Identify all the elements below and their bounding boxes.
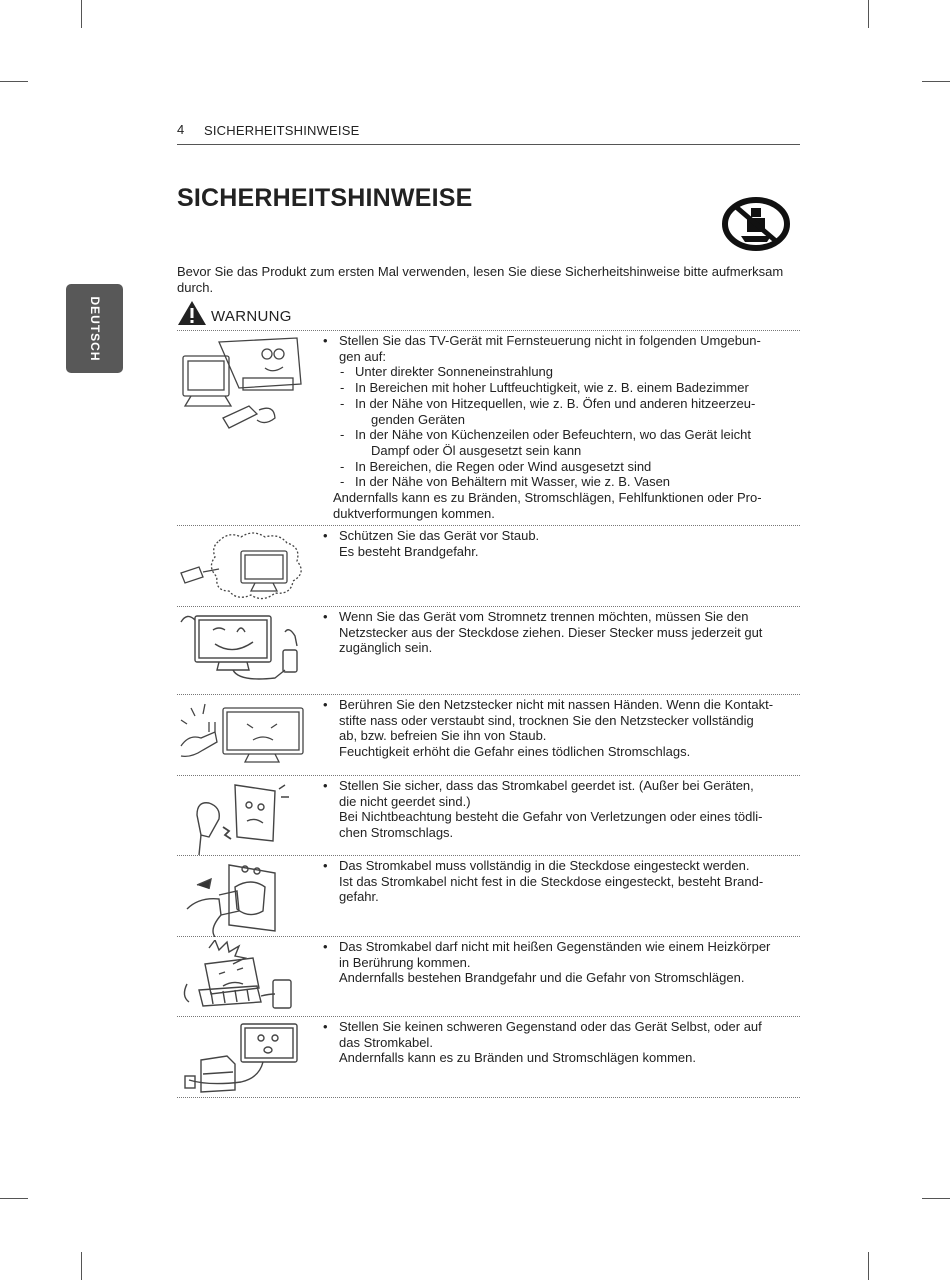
text-line: gen auf: — [339, 348, 386, 364]
bullet-point — [323, 858, 775, 905]
text-line: • Stellen Sie sicher, dass das Stromkabel geerdet ist. (Außer bei Geräten, — [339, 778, 754, 793]
sub-item — [339, 364, 775, 380]
text-line: Andernfalls kann es zu Bränden und Stromschlägen kommen. — [339, 1050, 696, 1066]
page-title: SICHERHEITSHINWEISE — [177, 184, 473, 212]
dust-illustration — [179, 529, 307, 603]
text-line: Bei Nichtbeachtung besteht die Gefahr von Verletzungen oder eines tödli- — [339, 809, 763, 825]
text-line: • Berühren Sie den Netzstecker nicht mit nassen Händen. Wenn die Kontakt- — [339, 697, 774, 712]
sub-item — [339, 396, 775, 427]
crop-mark — [81, 0, 82, 28]
section-end-divider — [177, 1097, 800, 1098]
safety-item-text — [323, 1019, 775, 1066]
safety-item — [177, 936, 800, 1017]
bullet-point — [323, 528, 775, 559]
text-line: • Wenn Sie das Gerät vom Stromnetz trennen möchten, müssen Sie den — [339, 609, 749, 624]
text-line: Unter direkter Sonneneinstrahlung — [355, 364, 554, 380]
text-line: ab, bzw. befreien Sie ihn von Staub. — [339, 728, 547, 744]
sub-item — [339, 380, 775, 396]
text-line: In der Nähe von Küchenzeilen oder Befeuchtern, wo das Gerät leicht — [355, 427, 752, 443]
unplug-illustration — [179, 610, 307, 690]
text-line: In der Nähe von Behältern mit Wasser, wie z. B. Vasen — [355, 474, 671, 490]
text-line: duktverformungen kommen. — [333, 505, 495, 521]
bullet-point — [323, 778, 775, 841]
text-line: Netzstecker aus der Steckdose ziehen. Dieser Stecker muss jederzeit gut — [339, 624, 763, 640]
bullet-point — [323, 697, 775, 760]
text-line: chen Stromschlags. — [339, 825, 454, 841]
text-line: • Das Stromkabel darf nicht mit heißen Gegenständen wie einem Heizkörper — [339, 939, 771, 954]
crop-mark — [0, 81, 28, 82]
crop-mark — [81, 1252, 82, 1280]
safety-item-text — [323, 939, 775, 986]
wet-hands-illustration — [179, 698, 307, 772]
safety-item — [177, 775, 800, 856]
safety-item-text — [323, 609, 775, 656]
crop-mark — [922, 81, 950, 82]
text-line: in Berührung kommen. — [339, 954, 471, 970]
text-line: • Stellen Sie keinen schweren Gegenstand oder das Gerät Selbst, oder auf — [339, 1019, 762, 1034]
sub-item — [339, 427, 775, 458]
bullet-point — [323, 333, 775, 521]
language-tab-label: DEUTSCH — [87, 295, 102, 362]
text-line: Dampf oder Öl ausgesetzt sein kann — [371, 442, 582, 458]
text-line: das Stromkabel. — [339, 1034, 433, 1050]
text-line: die nicht geerdet sind.) — [339, 793, 471, 809]
crop-mark — [868, 0, 869, 28]
bullet-point — [323, 609, 775, 656]
plug-insert-illustration — [179, 859, 307, 937]
safety-item-text — [323, 333, 775, 521]
warning-label: WARNUNG — [211, 308, 292, 325]
text-line: Feuchtigkeit erhöht die Gefahr eines tödlichen Stromschlags. — [339, 744, 691, 760]
text-line: Es besteht Brandgefahr. — [339, 543, 479, 559]
text-line: • Schützen Sie das Gerät vor Staub. — [339, 528, 540, 543]
tv-environment-illustration — [179, 334, 307, 434]
text-line: Ist das Stromkabel nicht fest in die Steckdose eingesteckt, besteht Brand- — [339, 873, 764, 889]
text-line: genden Geräten — [371, 411, 465, 427]
safety-item — [177, 694, 800, 776]
crop-mark — [0, 1198, 28, 1199]
text-line: In der Nähe von Hitzequellen, wie z. B. Öfen und anderen hitzeerzeu- — [355, 395, 756, 411]
crop-mark — [868, 1252, 869, 1280]
safety-item — [177, 1016, 800, 1098]
warning-icon — [177, 300, 207, 326]
safety-item-text — [323, 858, 775, 905]
bullet-point — [323, 1019, 775, 1066]
text-line: stifte nass oder verstaubt sind, trocknen Sie den Netzstecker vollständig — [339, 712, 754, 728]
heavy-object-illustration — [179, 1020, 307, 1098]
text-line: In Bereichen, die Regen oder Wind ausgesetzt sind — [355, 458, 652, 474]
no-weight-on-tv-icon — [721, 196, 791, 252]
safety-item — [177, 330, 800, 526]
heater-illustration — [179, 940, 307, 1016]
crop-mark — [922, 1198, 950, 1199]
text-line: Andernfalls bestehen Brandgefahr und die Gefahr von Stromschlägen. — [339, 970, 745, 986]
sub-item — [339, 474, 775, 490]
page-header — [177, 122, 800, 145]
intro-text: Bevor Sie das Produkt zum ersten Mal verwenden, lesen Sie diese Sicherheitshinweise bitte aufmerksam durch. — [177, 264, 784, 295]
text-line: gefahr. — [339, 889, 379, 905]
sub-item — [339, 459, 775, 475]
text-line: • Das Stromkabel muss vollständig in die Steckdose eingesteckt werden. — [339, 858, 750, 873]
warning-heading — [177, 296, 292, 326]
page-number: 4 — [177, 122, 185, 137]
safety-item-text — [323, 697, 775, 760]
safety-item — [177, 855, 800, 937]
safety-item-text — [323, 528, 775, 559]
bullet-point — [323, 939, 775, 986]
safety-item — [177, 525, 800, 607]
header-section-title: SICHERHEITSHINWEISE — [204, 123, 360, 138]
safety-item — [177, 606, 800, 695]
grounding-illustration — [179, 779, 307, 857]
text-line: zugänglich sein. — [339, 640, 433, 656]
safety-item-text — [323, 778, 775, 841]
language-tab — [66, 284, 123, 373]
text-line: In Bereichen mit hoher Luftfeuchtigkeit, wie z. B. einem Badezimmer — [355, 380, 749, 396]
text-line: Andernfalls kann es zu Bränden, Stromschlägen, Fehlfunktionen oder Pro- — [333, 490, 762, 506]
text-line: • Stellen Sie das TV-Gerät mit Fernsteuerung nicht in folgenden Umgebun- — [339, 333, 761, 348]
